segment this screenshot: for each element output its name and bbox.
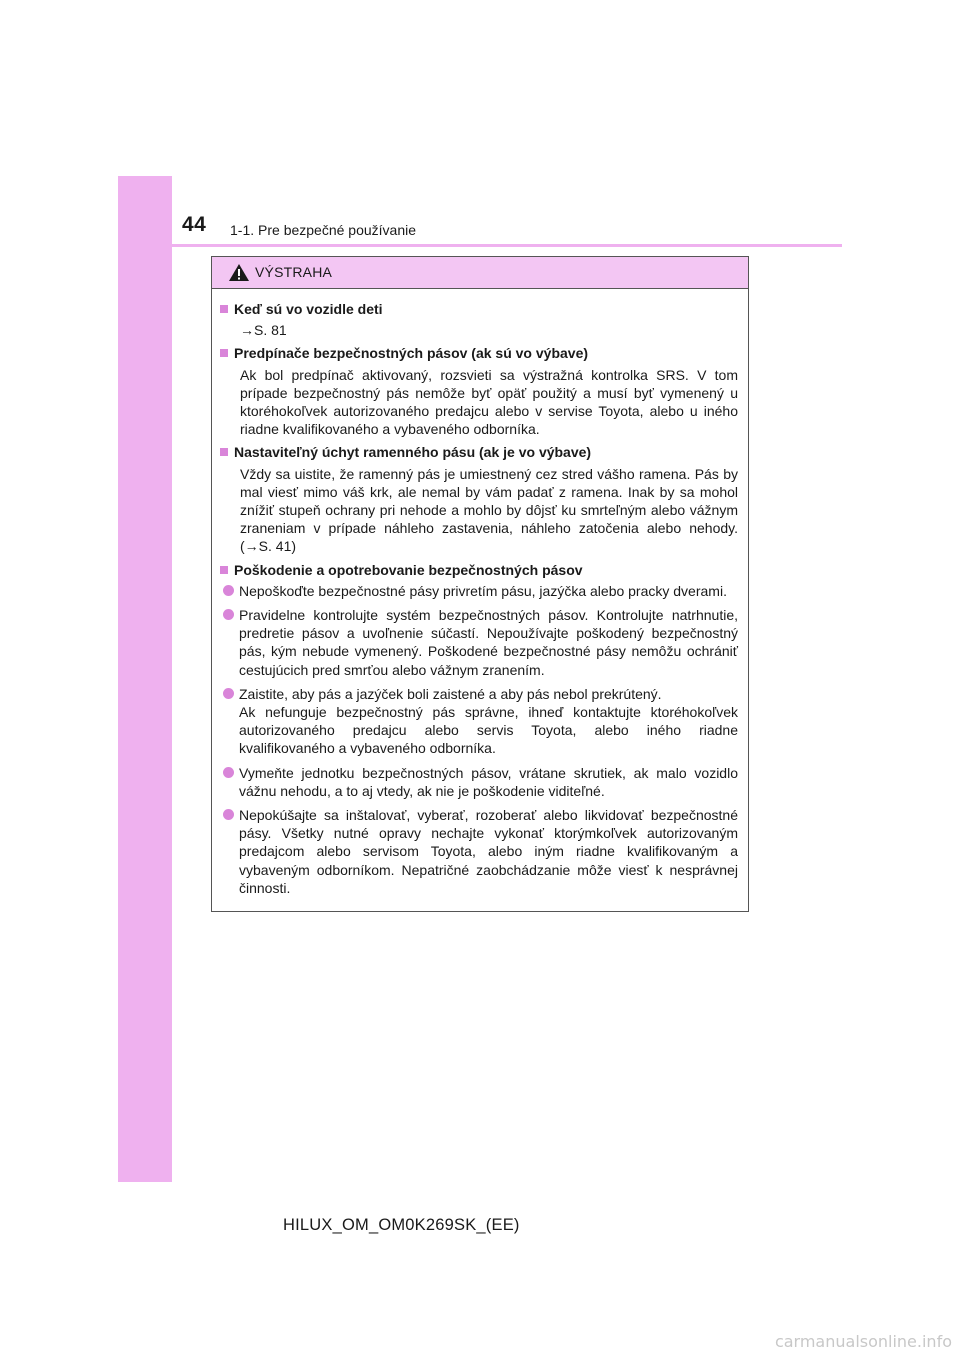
round-bullet-icon: [223, 585, 234, 596]
round-bullet-icon: [223, 767, 234, 778]
side-color-strip: [118, 176, 172, 1182]
list-item: Zaistite, aby pás a jazýček boli zaistené a aby pás nebol prekrútený. Ak nefunguje bezpečnostný pás správne, ihneď kontaktujte ktoréhokoľvek autorizovaného predajcu alebo servis Toyota, alebo iného riadne kvalifikovaného a vybaveného odborníka.: [220, 685, 738, 758]
section-heading: Poškodenie a opotrebovanie bezpečnostných pásov: [234, 561, 583, 578]
list-item: Nepokúšajte sa inštalovať, vyberať, rozoberať alebo likvidovať bezpečnostné pásy. Všetky nutné opravy nechajte vykonať ktorýmkoľvek autorizovaným predajcom alebo servisom Toyota, alebo iným riadne kvalifikovaným a vybaveným odborníkom. Nepatričné zaobchádzanie môže viesť k nesprávnej činnosti.: [220, 806, 738, 897]
list-item: Vymeňte jednotku bezpečnostných pásov, vrátane skrutiek, ak malo vozidlo vážnu nehodu, a to aj vtedy, ak nie je poškodenie viditeľné.: [220, 764, 738, 800]
square-bullet-icon: [220, 566, 228, 574]
warning-section-pretensioners: [220, 344, 738, 438]
round-bullet-icon: [223, 809, 234, 820]
warning-body: [212, 289, 748, 897]
warning-triangle-icon: [228, 263, 250, 282]
document-code: HILUX_OM_OM0K269SK_(EE): [283, 1216, 520, 1234]
section-title: 1-1. Pre bezpečné používanie: [230, 222, 417, 238]
warning-box: [211, 256, 749, 912]
section-heading: Predpínače bezpečnostných pásov (ak sú vo výbave): [234, 345, 589, 362]
list-item: Nepoškoďte bezpečnostné pásy privretím pásu, jazýčka alebo pracky dverami.: [220, 582, 738, 600]
watermark: carmanualsonline.info: [774, 1332, 952, 1351]
list-item: Pravidelne kontrolujte systém bezpečnostných pásov. Kontrolujte natrhnutie, predretie pásov a uvoľnenie súčastí. Nepoužívajte poškodený bezpečnostný pás, kým nebude vymenený. Poškodené bezpečnostné pásy nemôžu ochrániť cestujúcich pred smrťou alebo vážnym zranením.: [220, 606, 738, 679]
round-bullet-icon: [223, 688, 234, 699]
section-heading: Nastaviteľný úchyt ramenného pásu (ak je vo výbave): [234, 444, 592, 461]
section-text: Vždy sa uistite, že ramenný pás je umiestnený cez stred vášho ramena. Pás by mal viesť mimo váš krk, ale nemal by vám padať z ramena. Inak by sa mohol znížiť stupeň ochrany pri nehode a mohlo by dôjsť ku smrteľným alebo vážnym zraneniam v prípade náhleho zastavenia, náhleho zatočenia alebo nehody. (→S. 41): [240, 465, 738, 555]
section-text: →S. 81: [240, 322, 287, 339]
warning-section-belt-damage: [220, 561, 738, 897]
square-bullet-icon: [220, 448, 228, 456]
warning-section-shoulder-anchor: [220, 443, 738, 555]
page-number: 44: [182, 213, 207, 236]
square-bullet-icon: [220, 305, 228, 313]
warning-section-children: [220, 300, 738, 339]
header-divider: [172, 244, 842, 247]
warning-header: [212, 257, 748, 289]
section-heading: Keď sú vo vozidle deti: [234, 301, 383, 317]
square-bullet-icon: [220, 349, 228, 357]
round-bullet-icon: [223, 609, 234, 620]
warning-label: VÝSTRAHA: [255, 264, 333, 280]
section-text: Ak bol predpínač aktivovaný, rozsvieti sa výstražná kontrolka SRS. V tom prípade bezpečnostný pás nemôže byť opäť použitý a musí byť vymenený u ktoréhokoľvek autorizovaného predajcu alebo v servise Toyota, alebo u iného riadne kvalifikovaného a vybaveného odborníka.: [240, 366, 738, 438]
